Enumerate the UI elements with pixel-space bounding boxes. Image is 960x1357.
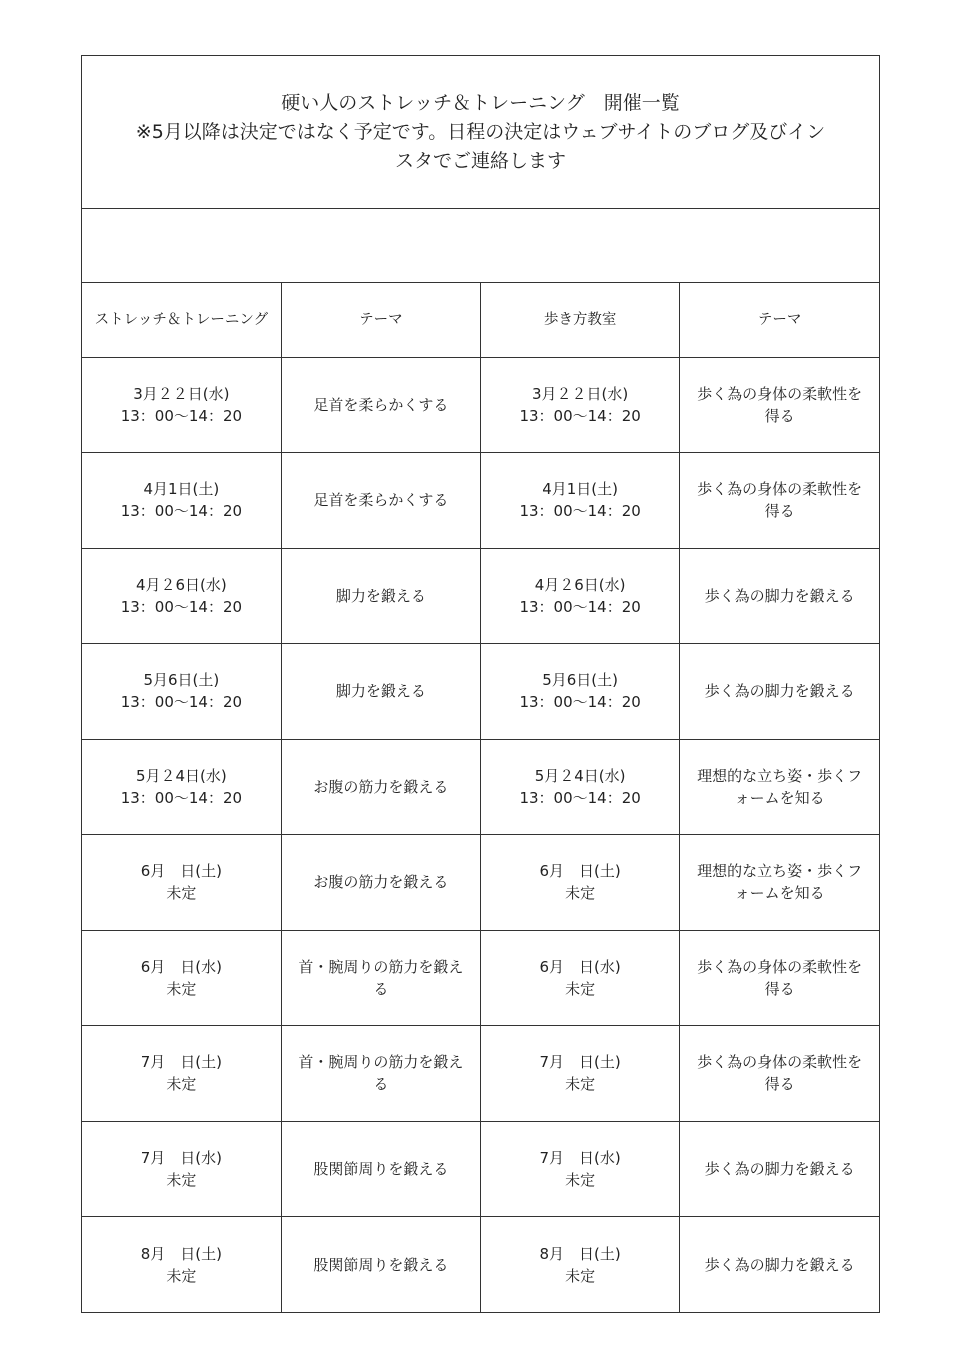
walking-theme: 歩く為の脚力を鍛える bbox=[704, 586, 855, 605]
table-row bbox=[82, 453, 879, 549]
walking-theme-continued: ォームを知る bbox=[734, 884, 825, 903]
blank-row bbox=[82, 209, 879, 283]
walking-date: 6月 日(土) bbox=[539, 862, 621, 881]
walking-session-cell bbox=[481, 357, 680, 453]
stretch-theme-cell bbox=[281, 930, 480, 1026]
walking-date: 5月6日(土) bbox=[542, 671, 619, 690]
stretch-theme: 股関節周りを鍛える bbox=[313, 1255, 449, 1274]
table-row bbox=[82, 644, 879, 740]
walking-theme-continued: 得る bbox=[764, 502, 795, 521]
walking-time: 未定 bbox=[565, 884, 596, 903]
stretch-theme-cell bbox=[281, 548, 480, 644]
walking-date: 3月２２日(水) bbox=[532, 384, 629, 403]
table-row bbox=[82, 930, 879, 1026]
walking-theme-cell bbox=[680, 835, 879, 931]
table-row bbox=[82, 835, 879, 931]
walking-theme-cell bbox=[680, 1026, 879, 1122]
walking-theme-continued: 得る bbox=[764, 406, 795, 425]
walking-date: 6月 日(水) bbox=[539, 957, 621, 976]
stretch-time: 未定 bbox=[166, 1170, 197, 1189]
walking-time: 未定 bbox=[565, 1266, 596, 1285]
walking-time: 13：00〜14：20 bbox=[519, 406, 641, 425]
stretch-theme-cell bbox=[281, 835, 480, 931]
walking-session-cell bbox=[481, 1121, 680, 1217]
table-row bbox=[82, 1121, 879, 1217]
stretch-time: 未定 bbox=[166, 1266, 197, 1285]
walking-theme-cell bbox=[680, 1217, 879, 1313]
stretch-session-cell bbox=[82, 835, 281, 931]
walking-session-cell bbox=[481, 548, 680, 644]
walking-theme-cell bbox=[680, 548, 879, 644]
walking-theme-continued: 得る bbox=[764, 1075, 795, 1094]
stretch-theme-continued: る bbox=[373, 979, 389, 998]
walking-time: 13：00〜14：20 bbox=[519, 597, 641, 616]
walking-session-cell bbox=[481, 835, 680, 931]
stretch-date: 5月２4日(水) bbox=[135, 766, 227, 785]
stretch-theme: お腹の筋力を鍛える bbox=[313, 777, 449, 796]
walking-time: 13：00〜14：20 bbox=[519, 788, 641, 807]
stretch-time: 13：00〜14：20 bbox=[120, 693, 243, 712]
stretch-session-cell bbox=[82, 930, 281, 1026]
stretch-session-cell bbox=[82, 1026, 281, 1122]
stretch-session-cell bbox=[82, 644, 281, 740]
stretch-time: 13：00〜14：20 bbox=[120, 597, 243, 616]
stretch-date: 5月6日(土) bbox=[143, 671, 220, 690]
stretch-theme: 足首を柔らかくする bbox=[313, 491, 449, 510]
stretch-time: 13：00〜14：20 bbox=[120, 788, 243, 807]
stretch-theme: 首・腕周りの筋力を鍛え bbox=[298, 1053, 464, 1072]
walking-theme: 理想的な立ち姿・歩くフ bbox=[697, 766, 863, 785]
header-walking-class: 歩き方教室 bbox=[481, 283, 680, 357]
stretch-time: 13：00〜14：20 bbox=[120, 502, 243, 521]
walking-session-cell bbox=[481, 1026, 680, 1122]
stretch-date: 7月 日(水) bbox=[140, 1148, 222, 1167]
stretch-date: 8月 日(土) bbox=[140, 1244, 222, 1263]
header-stretch-training: ストレッチ＆トレーニング bbox=[82, 283, 281, 357]
stretch-session-cell bbox=[82, 739, 281, 835]
walking-time: 未定 bbox=[565, 1170, 596, 1189]
walking-theme: 歩く為の脚力を鍛える bbox=[704, 682, 855, 701]
walking-time: 未定 bbox=[565, 1075, 596, 1094]
title-block bbox=[82, 56, 879, 209]
stretch-date: 4月２6日(水) bbox=[135, 575, 227, 594]
stretch-theme-cell bbox=[281, 1217, 480, 1313]
stretch-theme: 股関節周りを鍛える bbox=[313, 1159, 449, 1178]
stretch-date: 6月 日(土) bbox=[140, 862, 222, 881]
document-title: 硬い人のストレッチ＆トレーニング 開催一覧 bbox=[281, 91, 680, 114]
stretch-session-cell bbox=[82, 453, 281, 549]
stretch-session-cell bbox=[82, 1217, 281, 1313]
schedule-document bbox=[81, 55, 880, 1313]
stretch-theme-cell bbox=[281, 739, 480, 835]
walking-theme: 歩く為の脚力を鍛える bbox=[704, 1159, 855, 1178]
stretch-time: 13：00〜14：20 bbox=[120, 406, 243, 425]
walking-date: 7月 日(水) bbox=[539, 1148, 621, 1167]
schedule-notice-continued: スタでご連絡します bbox=[394, 149, 566, 172]
walking-date: 7月 日(土) bbox=[539, 1053, 621, 1072]
table-header-row bbox=[82, 283, 879, 357]
walking-date: 4月1日(土) bbox=[542, 480, 619, 499]
stretch-theme: 首・腕周りの筋力を鍛え bbox=[298, 957, 464, 976]
walking-session-cell bbox=[481, 930, 680, 1026]
stretch-theme: 脚力を鍛える bbox=[335, 586, 426, 605]
walking-theme-cell bbox=[680, 930, 879, 1026]
schedule-notice: ※5月以降は決定ではなく予定です。日程の決定はウェブサイトのブログ及びイン bbox=[135, 120, 826, 143]
walking-session-cell bbox=[481, 1217, 680, 1313]
walking-theme-cell bbox=[680, 644, 879, 740]
stretch-time: 未定 bbox=[166, 979, 197, 998]
walking-theme: 歩く為の身体の柔軟性を bbox=[697, 480, 863, 499]
stretch-theme-cell bbox=[281, 1121, 480, 1217]
stretch-theme-cell bbox=[281, 1026, 480, 1122]
table-row bbox=[82, 357, 879, 453]
walking-theme-cell bbox=[680, 739, 879, 835]
stretch-theme-cell bbox=[281, 644, 480, 740]
table-row bbox=[82, 1217, 879, 1313]
stretch-session-cell bbox=[82, 548, 281, 644]
walking-theme-cell bbox=[680, 453, 879, 549]
stretch-session-cell bbox=[82, 1121, 281, 1217]
schedule-table bbox=[82, 283, 879, 1312]
walking-session-cell bbox=[481, 644, 680, 740]
walking-theme-continued: ォームを知る bbox=[734, 788, 825, 807]
walking-date: 8月 日(土) bbox=[539, 1244, 621, 1263]
stretch-date: 3月２２日(水) bbox=[133, 384, 230, 403]
walking-date: 5月２4日(水) bbox=[534, 766, 626, 785]
walking-time: 13：00〜14：20 bbox=[519, 693, 641, 712]
walking-theme: 歩く為の身体の柔軟性を bbox=[697, 1053, 863, 1072]
header-walking-theme: テーマ bbox=[680, 283, 879, 357]
walking-time: 13：00〜14：20 bbox=[519, 502, 641, 521]
walking-theme-continued: 得る bbox=[764, 979, 795, 998]
stretch-theme: お腹の筋力を鍛える bbox=[313, 873, 449, 892]
stretch-theme-cell bbox=[281, 357, 480, 453]
walking-theme: 歩く為の脚力を鍛える bbox=[704, 1255, 855, 1274]
walking-session-cell bbox=[481, 739, 680, 835]
stretch-theme-continued: る bbox=[373, 1075, 389, 1094]
walking-theme: 理想的な立ち姿・歩くフ bbox=[697, 862, 863, 881]
stretch-theme-cell bbox=[281, 453, 480, 549]
walking-theme-cell bbox=[680, 1121, 879, 1217]
walking-theme: 歩く為の身体の柔軟性を bbox=[697, 384, 863, 403]
stretch-time: 未定 bbox=[166, 884, 197, 903]
stretch-date: 4月1日(土) bbox=[143, 480, 220, 499]
walking-theme-cell bbox=[680, 357, 879, 453]
table-row bbox=[82, 548, 879, 644]
stretch-theme: 足首を柔らかくする bbox=[313, 395, 449, 414]
walking-date: 4月２6日(水) bbox=[534, 575, 626, 594]
stretch-theme: 脚力を鍛える bbox=[335, 682, 426, 701]
stretch-date: 6月 日(水) bbox=[140, 957, 222, 976]
table-row bbox=[82, 739, 879, 835]
walking-session-cell bbox=[481, 453, 680, 549]
stretch-session-cell bbox=[82, 357, 281, 453]
stretch-time: 未定 bbox=[166, 1075, 197, 1094]
table-row bbox=[82, 1026, 879, 1122]
header-stretch-theme: テーマ bbox=[281, 283, 480, 357]
walking-time: 未定 bbox=[565, 979, 596, 998]
walking-theme: 歩く為の身体の柔軟性を bbox=[697, 957, 863, 976]
stretch-date: 7月 日(土) bbox=[140, 1053, 222, 1072]
